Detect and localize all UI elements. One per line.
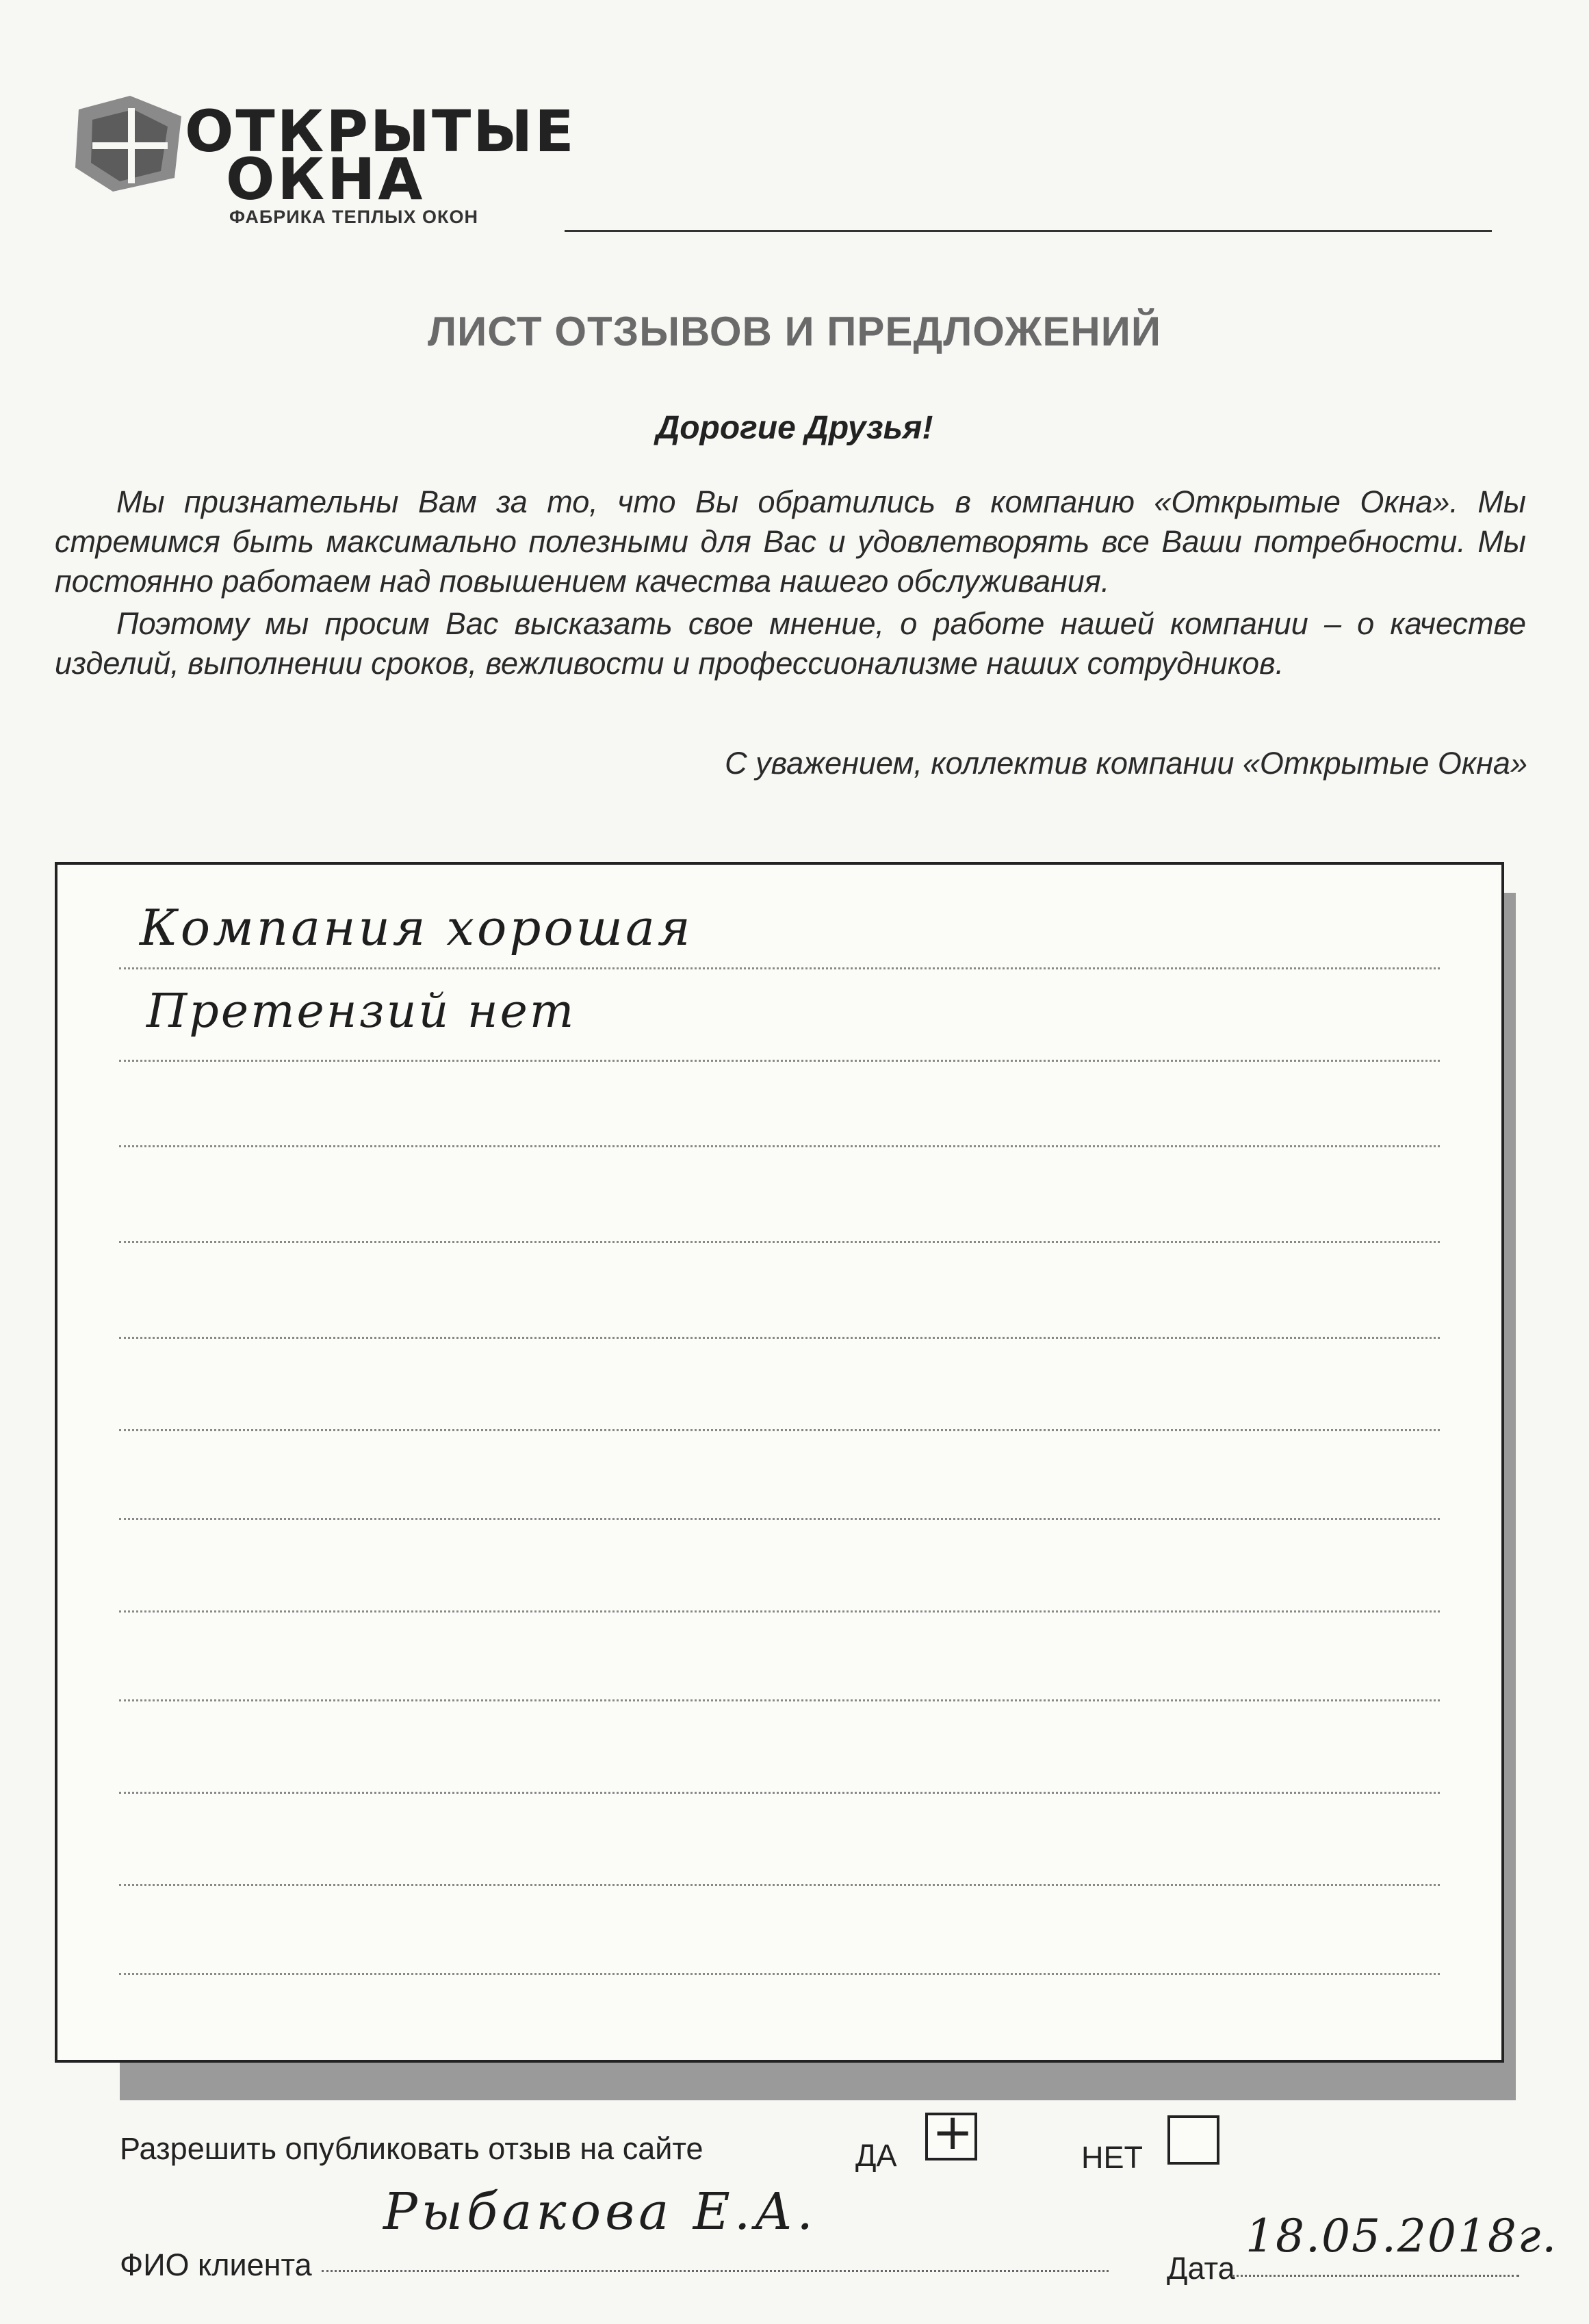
company-logo-icon bbox=[65, 89, 195, 198]
feedback-textarea[interactable] bbox=[55, 862, 1504, 2063]
ruled-line bbox=[119, 967, 1440, 969]
ruled-line bbox=[119, 1884, 1440, 1886]
yes-checkbox[interactable] bbox=[925, 2103, 977, 2160]
yes-check-mark: + bbox=[932, 2103, 974, 2160]
brand-name-line1: ОТКРЫТЫЕ bbox=[185, 98, 576, 165]
ruled-line bbox=[119, 1429, 1440, 1431]
publish-permission-label: Разрешить опубликовать отзыв на сайте bbox=[120, 2131, 703, 2166]
ruled-line bbox=[119, 1792, 1440, 1794]
page-title: ЛИСТ ОТЗЫВОВ И ПРЕДЛОЖЕНИЙ bbox=[427, 309, 1162, 354]
date-value: 18.05.2018г. bbox=[1245, 2210, 1558, 2262]
intro-paragraph-2: Поэтому мы просим Вас высказать свое мнение, о работе нашей компании – о качестве изделий, выполнении сроков, вежливости и профессионализме наших сотрудников. bbox=[55, 606, 1526, 681]
yes-label: ДА bbox=[855, 2138, 897, 2173]
company-signature: С уважением, коллектив компании «Открытые Окна» bbox=[725, 746, 1527, 781]
header-divider bbox=[565, 230, 1492, 232]
client-name-field[interactable] bbox=[322, 2270, 1109, 2272]
ruled-line bbox=[119, 1610, 1440, 1613]
ruled-line bbox=[119, 1145, 1440, 1147]
handwritten-feedback-line-1: Компания хорошая bbox=[140, 899, 693, 956]
ruled-line bbox=[119, 1241, 1440, 1243]
client-name-value: Рыбакова Е.А. bbox=[383, 2182, 817, 2241]
client-name-label: ФИО клиента bbox=[120, 2247, 312, 2282]
greeting: Дорогие Друзья! bbox=[656, 410, 933, 446]
no-checkbox[interactable] bbox=[1167, 2115, 1219, 2165]
brand-tagline: ФАБРИКА ТЕПЛЫХ ОКОН bbox=[229, 207, 478, 227]
ruled-line bbox=[119, 1518, 1440, 1520]
ruled-line bbox=[119, 1973, 1440, 1975]
date-label: Дата bbox=[1167, 2251, 1235, 2286]
ruled-line bbox=[119, 1337, 1440, 1339]
handwritten-feedback-line-2: Претензий нет bbox=[146, 984, 576, 1039]
date-field[interactable] bbox=[1232, 2275, 1519, 2277]
no-label: НЕТ bbox=[1081, 2140, 1143, 2175]
brand-name-line2: ОКНА bbox=[226, 146, 426, 213]
intro-paragraph-1: Мы признательны Вам за то, что Вы обратились в компанию «Открытые Окна». Мы стремимся быть максимально полезными для Вас и удовлетворять все Ваши потребности. Мы постоянно работаем над повышением качества нашего обслуживания. bbox=[55, 484, 1526, 599]
ruled-line bbox=[119, 1060, 1440, 1062]
ruled-line bbox=[119, 1699, 1440, 1701]
